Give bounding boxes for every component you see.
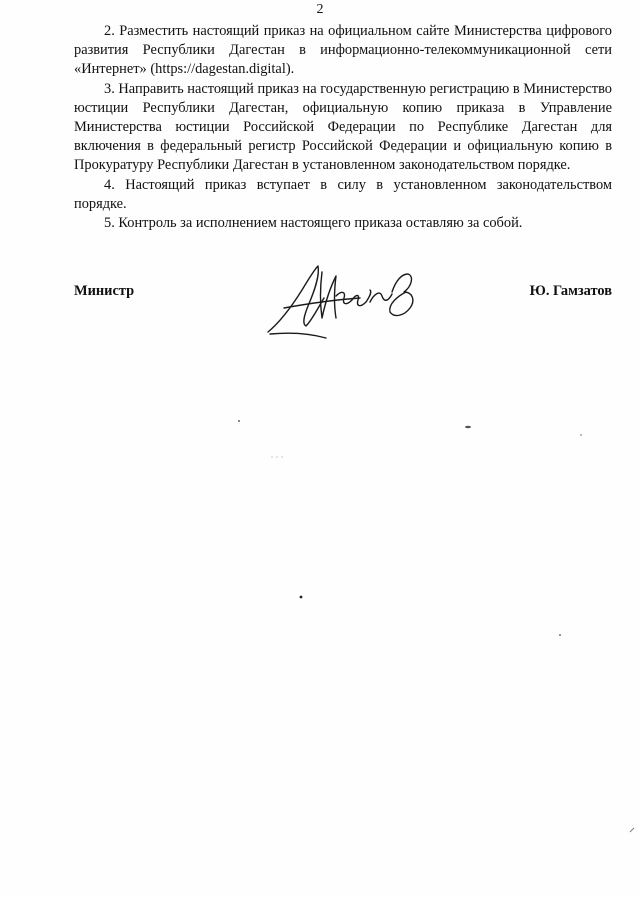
scan-speck	[464, 424, 472, 430]
signatory-title: Министр	[74, 283, 135, 299]
scan-speck	[628, 826, 636, 834]
scan-speck	[578, 432, 584, 438]
paragraph-3: 3. Направить настоящий приказ на государственную регистрацию в Министерство юстиции Республики Дагестан, официальную копию приказа в Управление Министерства юстиции Российской Федерации по Республике Дагестан для включения в федеральный регистр Российской Федерации и официальную копию в Прокуратуру Республики Дагестан в установленном законодательством порядке.	[74, 80, 612, 174]
page-number: 2	[316, 2, 324, 17]
paragraph-5: 5. Контроль за исполнением настоящего приказа оставляю за собой.	[104, 215, 523, 232]
scan-speck	[270, 455, 286, 459]
paragraph-2: 2. Разместить настоящий приказ на официальном сайте Министерства цифрового развития Республики Дагестан в информационно-телекоммуникационной сети «Интернет» (https://dagestan.digital).	[74, 23, 612, 78]
scan-speck	[236, 418, 242, 424]
signatory-name: Ю. Гамзатов	[529, 283, 612, 299]
handwritten-signature	[262, 262, 422, 340]
paragraph-4: 4. Настоящий приказ вступает в силу в установленном законодательством порядке.	[74, 176, 612, 212]
scan-speck	[556, 632, 564, 638]
document-body	[74, 22, 612, 233]
scan-speck	[298, 594, 304, 600]
